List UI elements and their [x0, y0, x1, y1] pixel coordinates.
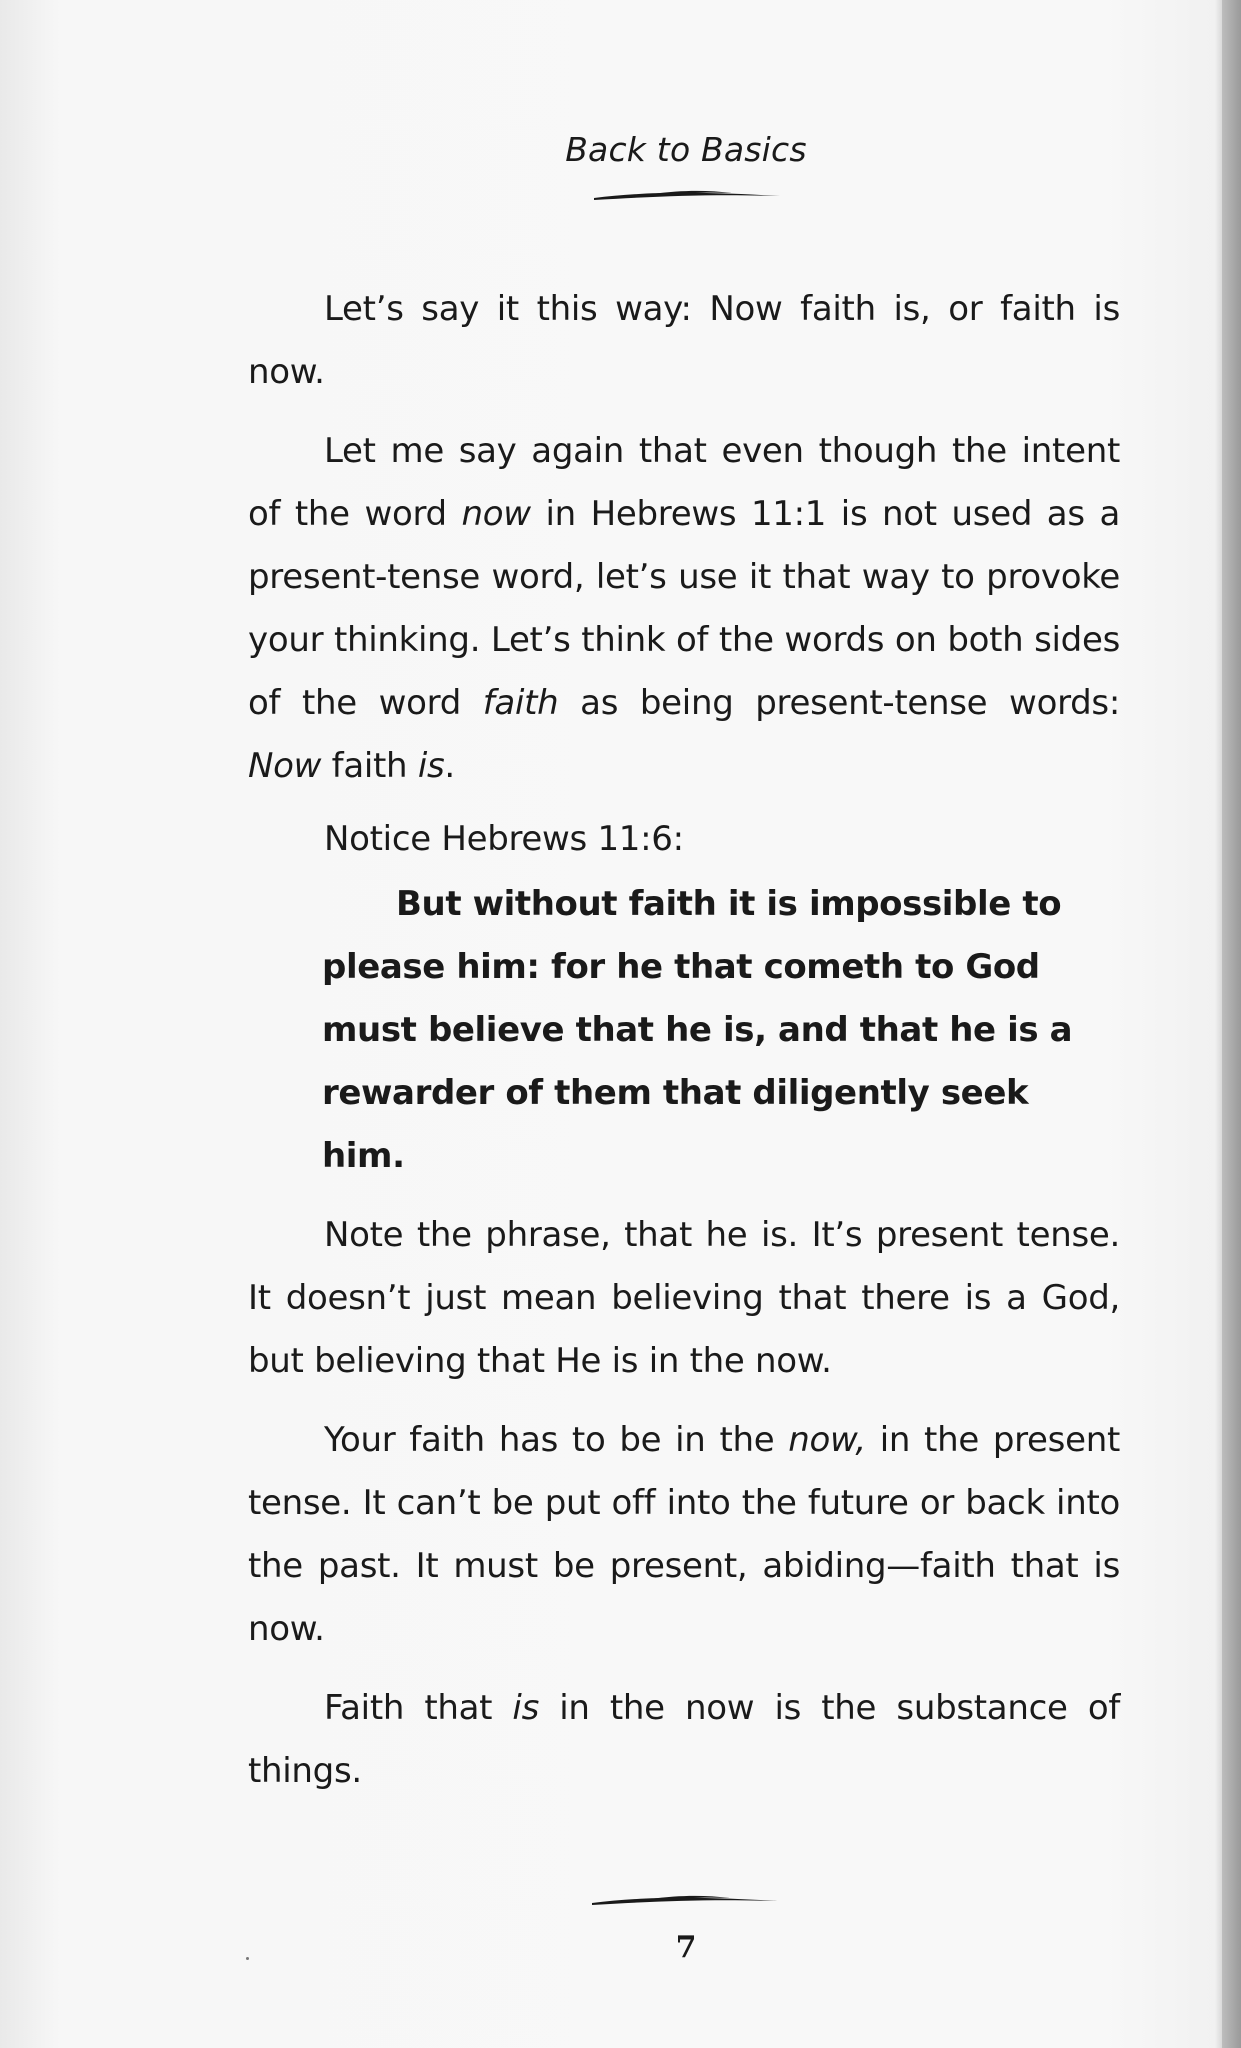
- page-number: 7: [675, 1930, 697, 1965]
- paper-speck: [246, 1957, 249, 1960]
- p2-text-e: as being present-tense words:: [558, 683, 1120, 723]
- p2-text-g: faith: [321, 746, 418, 786]
- p6-emphasis-is: is: [512, 1688, 539, 1728]
- header-swash-ornament: [592, 188, 782, 204]
- paragraph-6: [248, 1677, 1120, 1803]
- p2-text-i: .: [444, 746, 455, 786]
- page-body-text: [248, 278, 1120, 1803]
- p2-text-a: Let me say again that even though the intent of the word: [248, 431, 1120, 534]
- paragraph-4: Note the phrase, that he is. It’s present tense. It doesn’t just mean believing that there is a God, but believing that He is in the now.: [248, 1215, 1120, 1381]
- paragraph-1: Let’s say it this way: Now faith is, or faith is now.: [248, 289, 1120, 392]
- scripture-quote: But without faith it is impossible to please him: for he that cometh to God must believe that he is, and that he is a rewarder of them that diligently seek him.: [322, 884, 1073, 1176]
- paragraph-3: Notice Hebrews 11:6:: [324, 819, 684, 859]
- page-gutter-shadow: [1222, 0, 1241, 2048]
- footer-swash-ornament: [590, 1893, 780, 1909]
- p2-emphasis-is: is: [417, 746, 445, 786]
- p6-text-a: Faith that: [324, 1688, 513, 1728]
- p5-emphasis-now: now,: [788, 1420, 866, 1460]
- running-header: Back to Basics: [565, 130, 807, 169]
- p6-text-c: in the now is the substance of things.: [248, 1688, 1120, 1791]
- p5-text-c: in the present tense. It can’t be put off into the future or back into the past. It must be present, abiding—faith that is now.: [248, 1420, 1120, 1649]
- p5-text-a: Your faith has to be in the: [324, 1420, 789, 1460]
- p2-emphasis-faith: faith: [482, 683, 559, 723]
- p2-emphasis-now-2: Now: [248, 746, 322, 786]
- paragraph-2: [248, 420, 1120, 798]
- p2-emphasis-now: now: [461, 494, 531, 534]
- paragraph-5: [248, 1409, 1120, 1661]
- p2-text-c: in Hebrews 11:1 is not used as a present-tense word, let’s use it that way to provoke your thinking. Let’s think of the words on both sides of the word: [248, 494, 1120, 723]
